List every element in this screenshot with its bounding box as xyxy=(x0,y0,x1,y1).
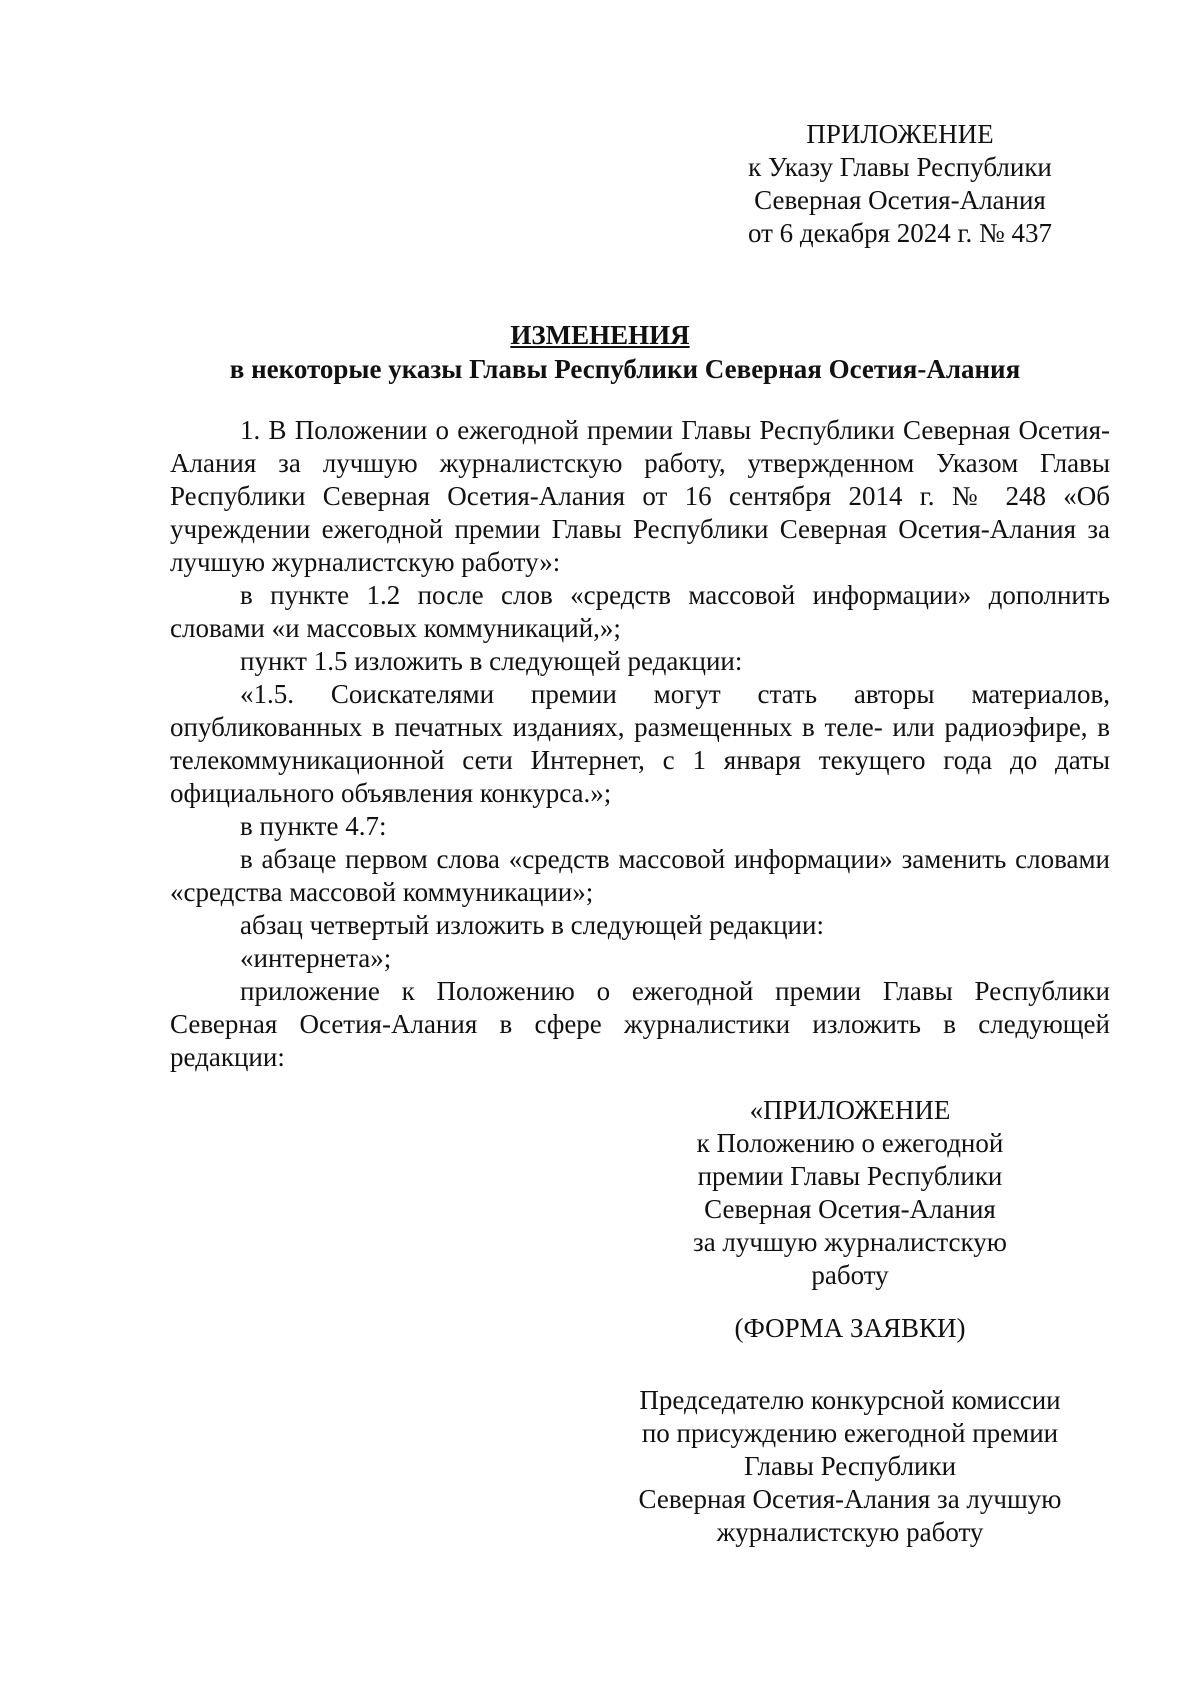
document-title-block xyxy=(0,318,1200,386)
sub-annex-line1: «ПРИЛОЖЕНИЕ xyxy=(749,1095,951,1125)
document-title: ИЗМЕНЕНИЯ xyxy=(510,320,690,350)
document-subtitle: в некоторые указы Главы Республики Северная Осетия-Алания xyxy=(229,354,1021,384)
sub-annex-line2: к Положению о ежегодной xyxy=(696,1128,1004,1158)
annex-header-line1: ПРИЛОЖЕНИЕ xyxy=(806,119,994,149)
body-paragraph: приложение к Положению о ежегодной премии Главы Республики Северная Осетия-Алания в сфере журналистики изложить в следующей редакции: xyxy=(170,976,1110,1072)
annex-header-line4: от 6 декабря 2024 г. № 437 xyxy=(747,218,1053,248)
body-paragraph: в абзаце первом слова «средств массовой информации» заменить словами «средства массовой коммуникации»; xyxy=(170,844,1110,907)
addressee-line1: Председателю конкурсной комиссии xyxy=(639,1385,1061,1415)
sub-annex-line5: за лучшую журналистскую xyxy=(693,1227,1007,1257)
addressee-line2: по присуждению ежегодной премии xyxy=(641,1418,1059,1448)
sub-annex-header xyxy=(660,1094,1040,1292)
sub-annex-line3: премии Главы Республики xyxy=(697,1161,1003,1191)
form-title: (ФОРМА ЗАЯВКИ) xyxy=(734,1313,966,1343)
sub-annex-line4: Северная Осетия-Алания xyxy=(704,1194,996,1224)
addressee-block xyxy=(600,1384,1100,1549)
body-paragraph: в пункте 4.7: xyxy=(240,811,387,841)
body-paragraph: пункт 1.5 изложить в следующей редакции: xyxy=(240,646,743,676)
annex-header-line2: к Указу Главы Республики xyxy=(748,152,1052,182)
annex-header xyxy=(730,118,1070,250)
body-paragraph: «интернета»; xyxy=(240,943,392,973)
annex-header-line3: Северная Осетия-Алания xyxy=(754,185,1046,215)
body-paragraph: в пункте 1.2 после слов «средств массовой информации» дополнить словами «и массовых коммуникаций,»; xyxy=(170,580,1110,643)
addressee-line3: Главы Республики xyxy=(743,1451,957,1481)
addressee-line5: журналистскую работу xyxy=(716,1517,984,1547)
sub-annex-line6: работу xyxy=(811,1260,889,1290)
addressee-line4: Северная Осетия-Алания за лучшую xyxy=(638,1484,1062,1514)
body-paragraph: 1. В Положении о ежегодной премии Главы Республики Северная Осетия-Алания за лучшую журналистскую работу, утвержденном Указом Главы Республики Северная Осетия-Алания от 16 сентября 2014 г. № 248 «Об учреждении ежегодной премии Главы Республики Северная Осетия-Алания за лучшую журналистскую работу»: xyxy=(170,415,1110,577)
body-paragraph: абзац четвертый изложить в следующей редакции: xyxy=(240,910,824,940)
body-paragraph: «1.5. Соискателями премии могут стать авторы материалов, опубликованных в печатных изданиях, размещенных в теле- или радиоэфире, в телекоммуникационной сети Интернет, с 1 января текущего года до даты официального объявления конкурса.»; xyxy=(170,679,1110,808)
document-body xyxy=(170,414,1110,1074)
